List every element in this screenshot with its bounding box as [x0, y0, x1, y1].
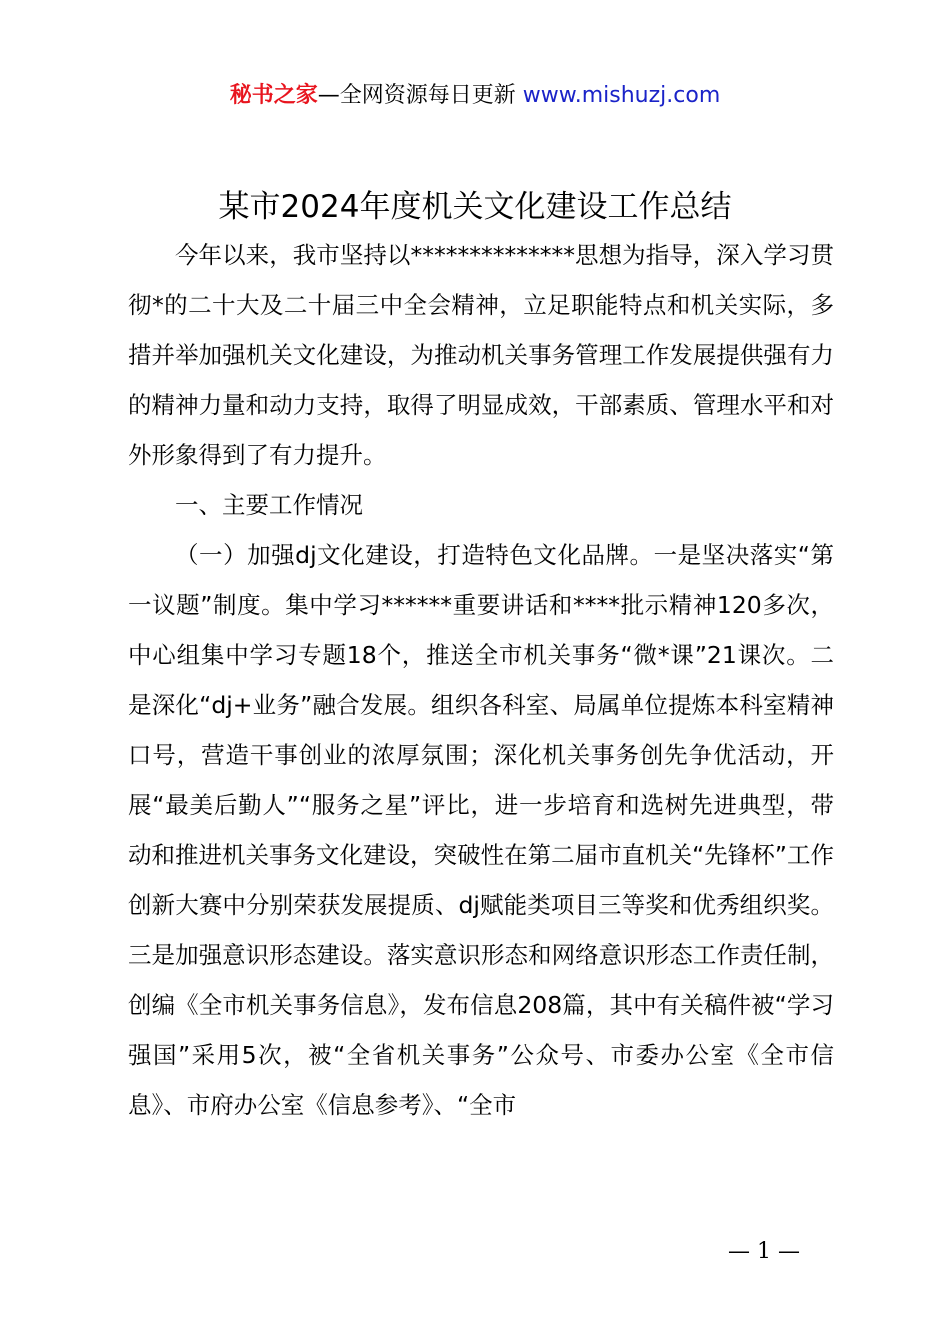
section-paragraph: （一）加强dj文化建设，打造特色文化品牌。一是坚决落实“第一议题”制度。集中学习******重要讲话和****批示精神120多次，中心组集中学习专题18个，推送全市机关事务“微*课”21课次。二是深化“dj+业务”融合发展。组织各科室、局属单位提炼本科室精神口号，营造干事创业的浓厚氛围；深化机关事务创先争优活动，开展“最美后勤人”“服务之星”评比，进一步培育和选树先进典型，带动和推进机关事务文化建设，突破性在第二届市直机关“先锋杯”工作创新大赛中分别荣获发展提质、dj赋能类项目三等奖和优秀组织奖。三是加强意识形态建设。落实意识形态和网络意识形态工作责任制，创编《全市机关事务信息》，发布信息208篇，其中有关稿件被“学习强国”采用5次，被“全省机关事务”公众号、市委办公室《全市信息》、市府办公室《信息参考》、“全市 [128, 541, 834, 1119]
intro-paragraph: 今年以来，我市坚持以**************思想为指导，深入学习贯彻*的二十大及二十届三中全会精神，立足职能特点和机关实际，多措并举加强机关文化建设，为推动机关事务管理工作发展提供强有力的精神力量和动力支持，取得了明显成效，干部素质、管理水平和对外形象得到了有力提升。 [128, 241, 834, 469]
document-title: 某市2024年度机关文化建设工作总结 [218, 189, 732, 225]
section-heading: 一、主要工作情况 [175, 491, 363, 519]
site-tagline: —全网资源每日更新 [317, 83, 523, 108]
page-number: — 1 — [728, 1239, 800, 1264]
site-url[interactable]: www.mishuzj.com [522, 83, 721, 108]
site-brand: 秘书之家 [229, 83, 318, 108]
site-header [0, 80, 950, 112]
document-body [128, 230, 834, 1130]
